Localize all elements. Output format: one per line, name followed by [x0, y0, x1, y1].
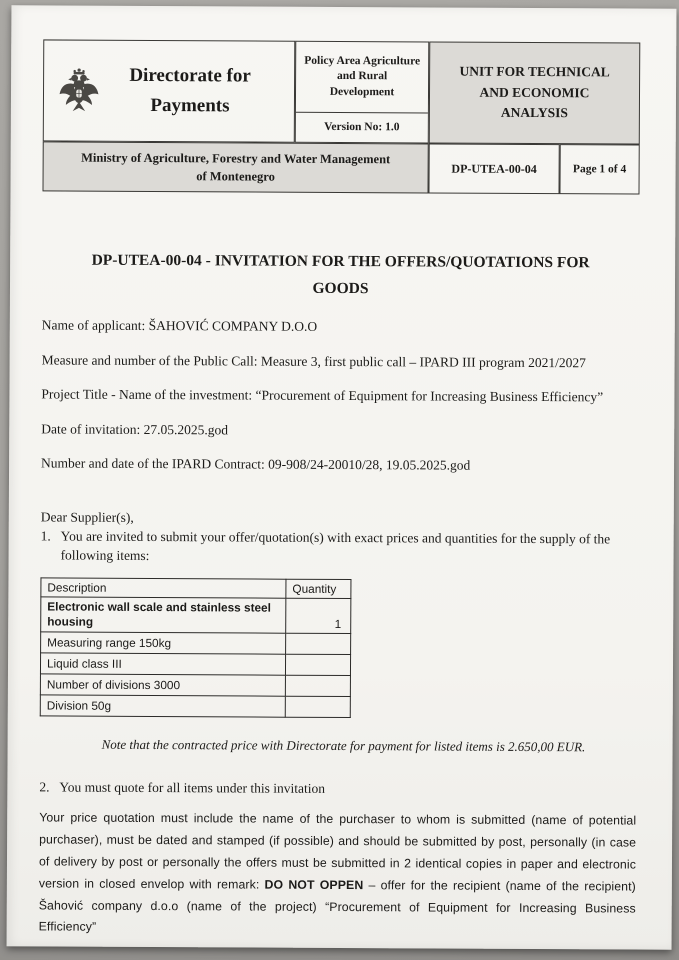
- item-description: Division 50g: [40, 695, 285, 717]
- header-mid-cell: [295, 41, 430, 144]
- document-title: DP-UTEA-00-04 - INVITATION FOR THE OFFERS/QUOTATIONS FOR GOODS: [91, 251, 590, 297]
- item-description: Liquid class III: [40, 653, 285, 675]
- ministry-label: Ministry of Agriculture, Forestry and Water Management of Montenegro: [42, 141, 428, 193]
- point-text: You must quote for all items under this invitation: [59, 779, 326, 797]
- item-description: Electronic wall scale and stainless steel housing: [41, 596, 286, 633]
- do-not-open-remark: DO NOT OPPEN: [264, 877, 364, 892]
- salutation: Dear Supplier(s),: [40, 509, 134, 525]
- field-measure: Measure and number of the Public Call: Measure 3, first public call – IPARD III program 2021/2027: [41, 351, 586, 370]
- numbered-point-1: [41, 527, 638, 568]
- point-text: You are invited to submit your offer/quotation(s) with exact prices and quantities for the supply of the following items:: [60, 528, 611, 563]
- quotation-instructions: [39, 808, 637, 942]
- numbered-point-2: [39, 779, 636, 801]
- quotation-text-start: Your price quotation must include the name of the purchaser to whom is submitted (name of potential purchaser), must be dated and stamped (if possible) and should be submitted by post, personally (in case of delivery by post or personally the offers must be submitted in 2 identical copies in paper and electronic version in closed envelop with remark:: [38, 810, 637, 892]
- item-description: Measuring range 150kg: [41, 632, 286, 654]
- item-quantity: [286, 633, 351, 654]
- table-row: [41, 596, 351, 633]
- table-row: [40, 674, 350, 697]
- table-row: [40, 653, 350, 676]
- montenegro-coat-of-arms-icon: [56, 66, 102, 116]
- field-invitation-date: Date of invitation: 27.05.2025.god: [41, 421, 229, 438]
- item-quantity: 1: [286, 598, 351, 634]
- point-number: 2.: [39, 779, 50, 795]
- table-header-row: [41, 577, 351, 598]
- unit-label: UNIT FOR TECHNICAL AND ECONOMIC ANALYSIS: [429, 41, 641, 144]
- document-page: [7, 5, 677, 949]
- header-org-cell: [43, 39, 296, 142]
- field-contract-number: Number and date of the IPARD Contract: 09-908/24-20010/28, 19.05.2025.god: [41, 455, 471, 473]
- policy-area-label: Policy Area Agriculture and Rural Development: [304, 54, 421, 99]
- point-number: 1.: [40, 528, 51, 544]
- table-row: [41, 632, 351, 655]
- contracted-price-note: Note that the contracted price with Directorate for payment for listed items is 2.650,00 EUR.: [101, 736, 586, 755]
- item-quantity: [285, 654, 350, 675]
- document-header-table: [42, 39, 640, 194]
- item-quantity: [285, 696, 350, 717]
- field-applicant: Name of applicant: ŠAHOVIĆ COMPANY D.O.O: [41, 317, 318, 334]
- table-row: [40, 695, 350, 718]
- description-column-header: Description: [41, 577, 286, 597]
- items-table: [40, 577, 352, 718]
- page-number: Page 1 of 4: [559, 144, 639, 195]
- doc-code: DP-UTEA-00-04: [428, 143, 559, 194]
- item-quantity: [285, 675, 350, 696]
- field-project-title: Project Title - Name of the investment: “Procurement of Equipment for Increasing Business Efficiency”: [41, 386, 604, 405]
- org-name: Directorate for Payments: [129, 64, 251, 117]
- version-label: Version No: 1.0: [296, 112, 428, 143]
- quotation-text-end: – offer for the recipient (name of the recipient) Šahović company d.o.o (name of the project) “Procurement of Equipment for Increasing Business Efficiency”: [38, 877, 636, 935]
- document-content: [7, 5, 677, 942]
- quantity-column-header: Quantity: [286, 579, 351, 598]
- item-description: Number of divisions 3000: [40, 674, 285, 696]
